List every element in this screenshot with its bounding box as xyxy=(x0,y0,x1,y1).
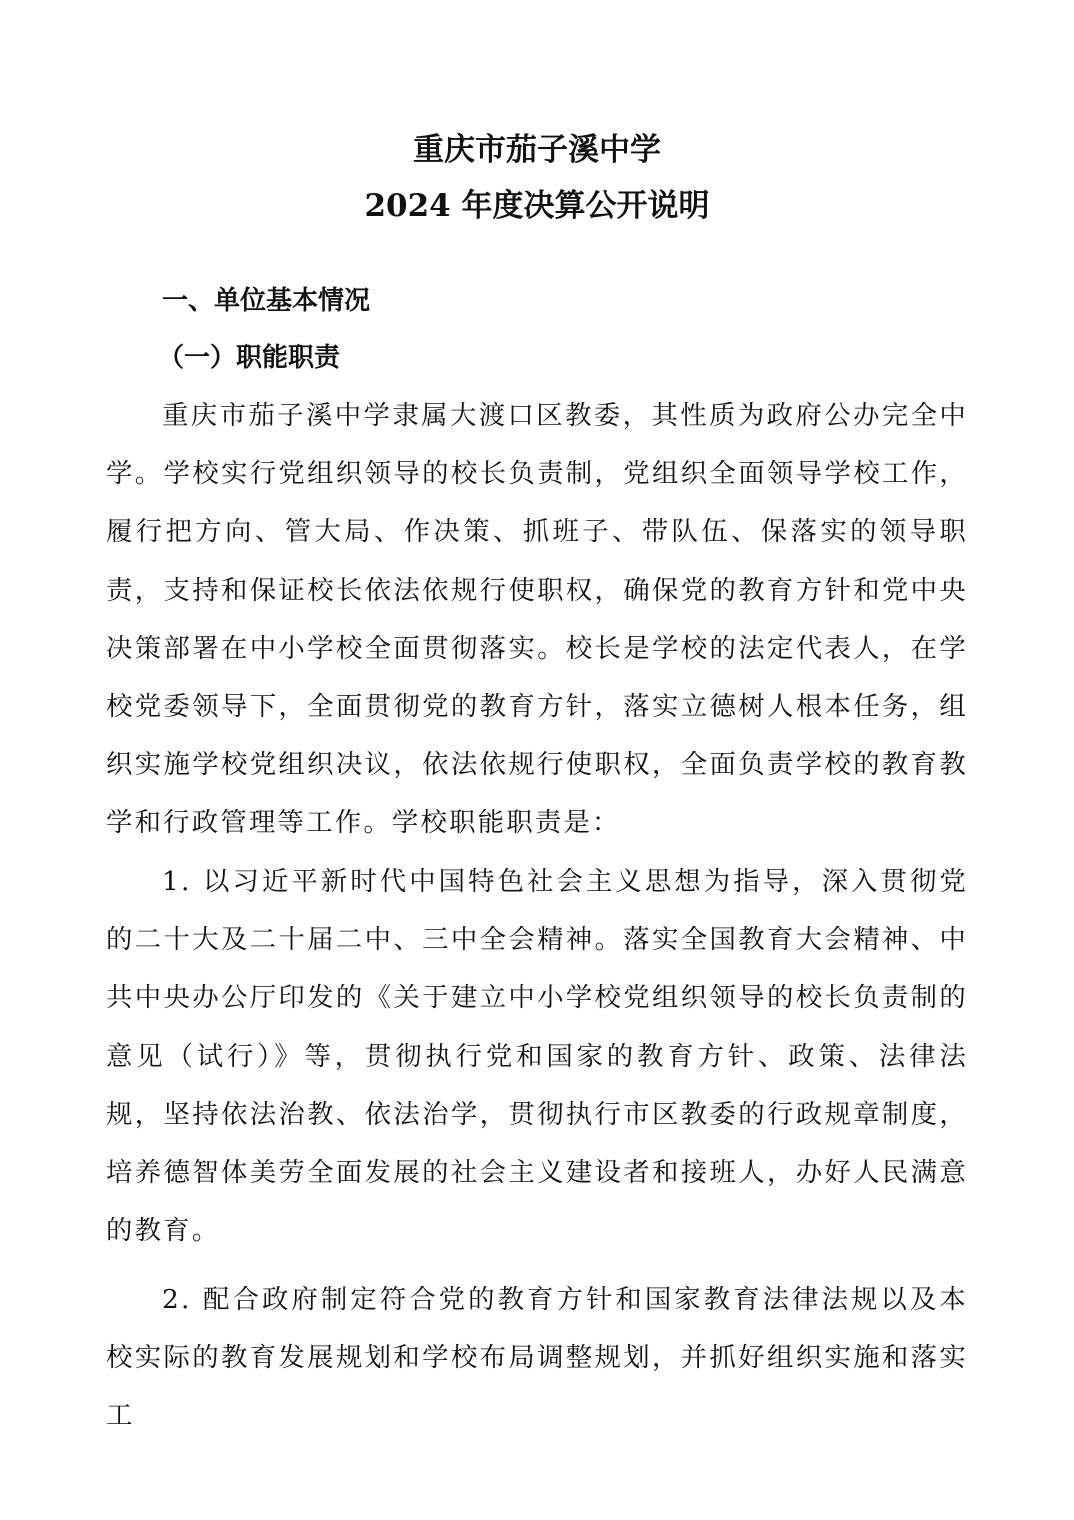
document-title-school: 重庆市茄子溪中学 xyxy=(413,132,661,168)
paragraph-duties-intro: 重庆市茄子溪中学隶属大渡口区教委，其性质为政府公办完全中学。学校实行党组织领导的校长负责制，党组织全面领导学校工作，履行把方向、管大局、作决策、抓班子、带队伍、保落实的领导职责，支持和保证校长依法依规行使职权，确保党的教育方针和党中央决策部署在中小学校全面贯彻落实。校长是学校的法定代表人，在学校党委领导下，全面贯彻党的教育方针，落实立德树人根本任务，组织实施学校党组织决议，依法依规行使职权，全面负责学校的教育教学和行政管理等工作。学校职能职责是： xyxy=(106,400,968,839)
paragraph-item-2: 2. 配合政府制定符合党的教育方针和国家教育法律法规以及本校实际的教育发展规划和学校布局调整规划，并抓好组织实施和落实工 xyxy=(106,1284,968,1432)
paragraph-item-1: 1. 以习近平新时代中国特色社会主义思想为指导，深入贯彻党的二十大及二十届二中、三中全会精神。落实全国教育大会精神、中共中央办公厅印发的《关于建立中小学校党组织领导的校长负责制的意见（试行）》等，贯彻执行党和国家的教育方针、政策、法律法规，坚持依法治教、依法治学，贯彻执行市区教委的行政规章制度，培养德智体美劳全面发展的社会主义建设者和接班人，办好人民满意的教育。 xyxy=(106,866,968,1247)
document-title-report: 2024 年度决算公开说明 xyxy=(364,188,710,224)
section-heading: 一、单位基本情况 xyxy=(162,286,371,316)
subsection-heading: （一）职能职责 xyxy=(158,343,341,373)
